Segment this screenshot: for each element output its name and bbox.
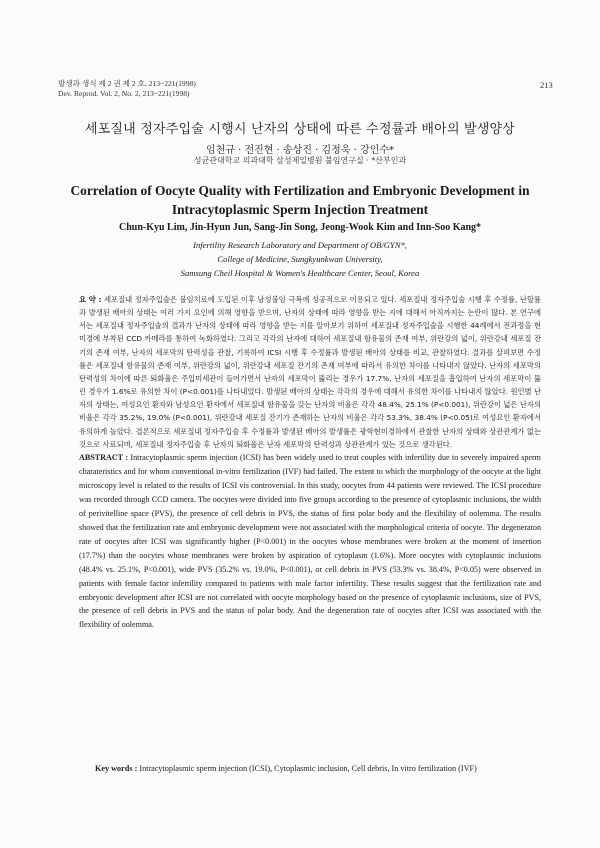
keywords-text: Intracytoplasmic sperm injection (ICSI), Cytoplasmic inclusion, Cell debris, In vitro fertilization (IVF) — [139, 764, 477, 773]
english-abstract-text: Intracytoplasmic sperm injection (ICSI) has been widely used to treat couples with infertility due to severely impaired sperm charateristics and for whom conventional in-vitro fertilization (IVF) had failed. The extent to which the morphology of the oocyte at the light microscopy level is related to the results of ICSI vis controversial. In this study, oocytes from 44 patients were reviewed. The ICSI procedure was recorded through CCD camera. The oocytes were divided into five groups according to the presence of cytoplasmic inclusions, the width of perivitelline space (PVS), the presence of cell debris in PVS, the status of first polar body and the flexibility of oolemma. The results showed that the fertilization rate and embryonic development were not associated with the morphological criteria of oocyte. The degeneraton rate of oocytes after ICSI was significantly higher (P<0.001) in the oocytes whose membranes were broken at the moment of insertion (17.7%) than the oocytes whose membranes were broken by aspiration of cytoplasm (1.6%). More oocytes with cytoplasmic inclusions (48.4% vs. 25.1%, P<0.001), wide PVS (35.2% vs. 19.0%, P<0.001), or cell debris in PVS (53.3% vs. 38.4%, P<0.05) were observed in patients with female factor infertility compared to patients with male factor infertility. These results suggest that the fertilization rate and embryonic development after ICSI are not correlated with oocyte morphology based on the presence of cytoplasmic inclusions, size of PVS, the presence of cell debris in PVS and the status of polar body. And the degeneration rate of oocytes after ICSI was associated with the flexibility of oolemma. — [79, 453, 541, 630]
affiliation-line: Samsung Cheil Hospital & Women's Healthcare Center, Seoul, Korea — [180, 268, 420, 278]
korean-affiliation: 성균관대학교 의과대학 삼성제일병원 불임연구실 · *산부인과 — [193, 156, 407, 165]
journal-citation-english: Dev. Reprod. Vol. 2, No. 2, 213~221(1998) — [58, 89, 190, 98]
journal-citation-korean: 발생과 생식 제 2 권 제 2 호, 213~221(1998) — [58, 79, 196, 88]
korean-authors: 임천규 · 전진현 · 송상진 · 김정욱 · 강인수* — [205, 145, 395, 156]
keywords-label: Key words : — [95, 764, 138, 773]
korean-abstract-text: 세포질내 정자주입술은 불임치료에 도입된 이후 남성불임 극복에 성공적으로 이용되고 있다. 세포질내 정자주입술 시행 후 수정률, 난할률과 발생된 배아의 상태는 여러 가지 요인에 의해 영향을 받으며, 난자의 상태에 따라 영향을 받는 지에 대해서 아직까지는 논란이 많다. 본 연구에서는 세포질내 정자주입술의 결과가 난자의 상태에 따라 영향을 받는 지를 알아보기 위하여 세포질내 정자주입술을 시행한 44례에서 전과정을 현미경에 부착된 CCD 카메라를 통하여 녹화하였다. 그리고 각각의 난자에 대하여 세포질내 함유물의 존재 여부, 위란강의 넓이, 위란강내 세포질 잔기의 존재 여부, 난자의 세포막의 탄력성을 관찰, 기록하여 ICSI 시행 후 수정률과 발생된 배아의 상태를 비교, 관찰하였다. 결과를 살펴보면 수정률은 세포질내 함유물의 존재 여부, 위란강의 넓이, 위란강내 세포질 잔기의 존재 여부에 따라서 유의한 차이를 나타내지 않았다. 난자의 세포막의 탄력성의 차이에 따른 퇴화율은 주입미세관이 들어가면서 난자의 세포막이 뚫리는 경우가 17.7%, 난자의 세포질을 흡입하여 난자의 세포막이 뚫린 경우가 1.6%로 유의한 차이 (P<0.001)를 나타내었다. 발생된 배아의 상태는 각각의 경우에 대해서 유의한 차이를 나타내지 않았다. 원인별 난자의 상태는, 여성요인 환자와 남성요인 환자에서 세포질내 함유물을 갖는 난자의 비율은 각각 48.4%, 25.1% (P<0.001), 위란강이 넓은 난자의 비율은 각각 35.2%, 19.0% (P<0.001), 위란강내 세포질 잔기가 존재하는 난자의 비율은 각각 53.3%, 38.4% (P<0.05)로 여성요인 환자에서 유의하게 높았다. 결론적으로 세포질내 정자주입술 후 수정률과 발생된 배아의 발생률은 광학현미경하에서 관찰한 난자의 상태와 상관관계가 없는 것으로 사료되며, 세포질내 정자주입술 후 난자의 퇴화율은 난자 세포막의 탄력성과 상관관계가 있는 것으로 생각된다. — [79, 295, 541, 449]
english-abstract — [79, 451, 541, 632]
english-abstract-label: ABSTRACT : — [79, 453, 129, 462]
english-title: Correlation of Oocyte Quality with Fertilization and Embryonic Development in Intracytoplasmic Sperm Injection Treatment — [70, 183, 530, 217]
affiliation-line: College of Medicine, Sungkyunkwan University, — [217, 254, 383, 264]
english-authors: Chun-Kyu Lim, Jin-Hyun Jun, Sang-Jin Song, Jeong-Wook Kim and Inn-Soo Kang* — [118, 222, 482, 233]
korean-title: 세포질내 정자주입술 시행시 난자의 상태에 따른 수정률과 배아의 발생양상 — [84, 122, 516, 137]
english-affiliation — [0, 238, 600, 280]
journal-citation — [58, 79, 196, 99]
keywords — [95, 764, 545, 773]
page-number: 213 — [540, 80, 553, 90]
korean-abstract — [79, 293, 541, 451]
affiliation-line: Infertility Research Laboratory and Department of OB/GYN*, — [193, 240, 407, 250]
korean-abstract-label: 요 약 : — [79, 295, 102, 304]
